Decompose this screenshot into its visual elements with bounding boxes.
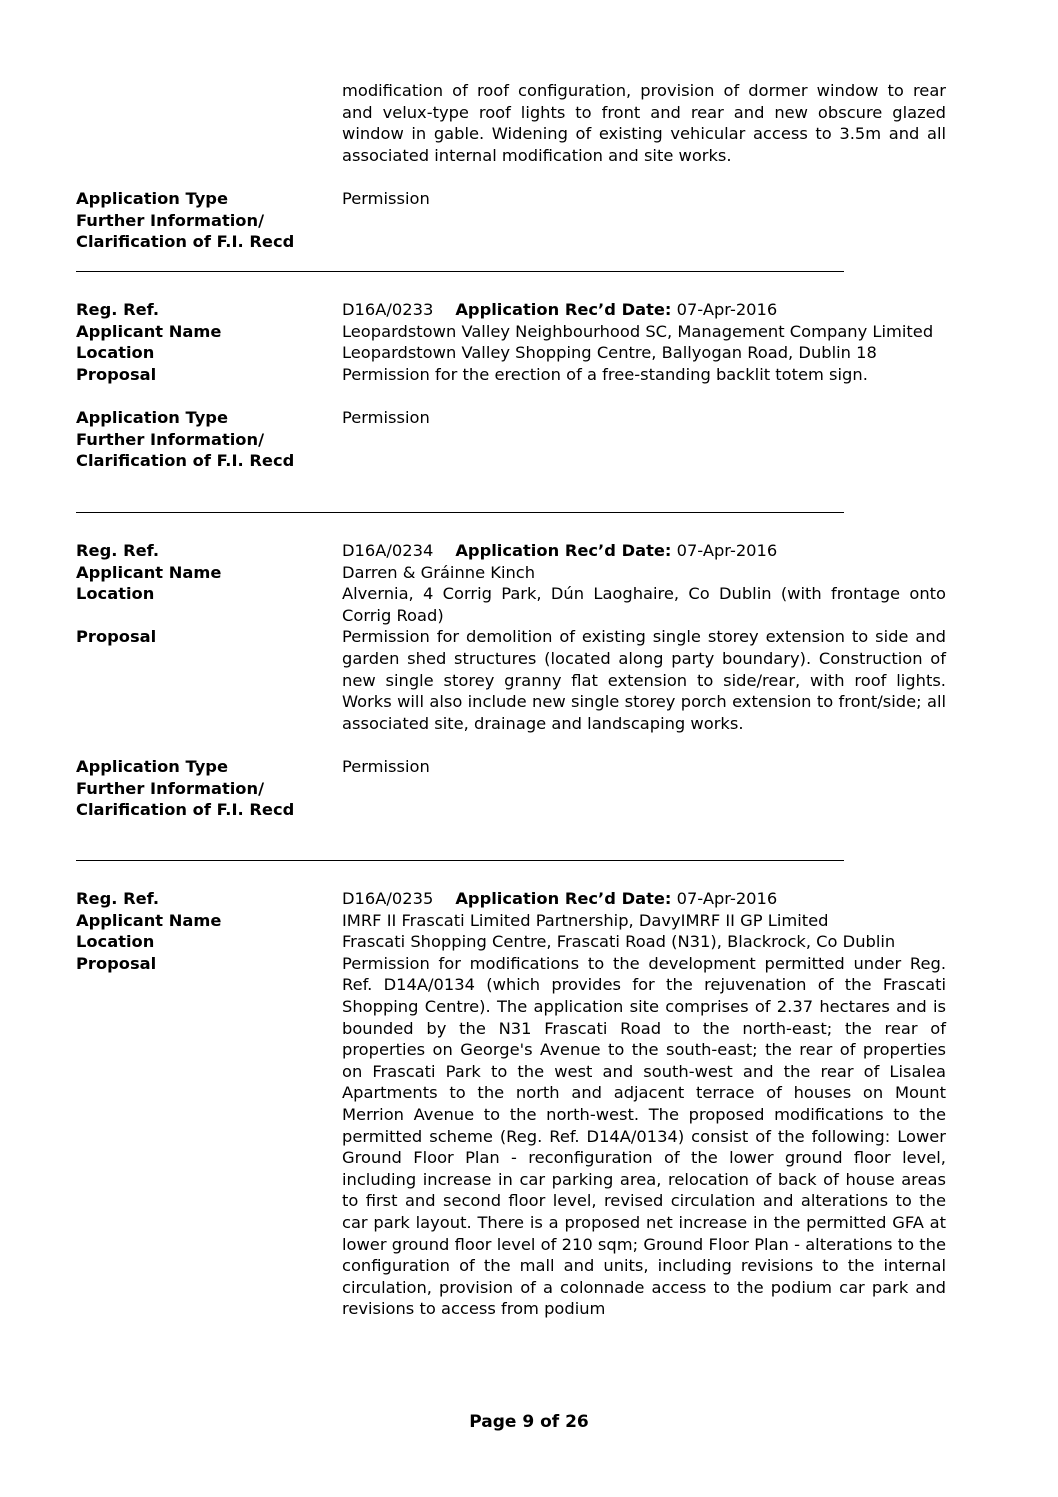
proposal-value: Permission for the erection of a free-standing backlit totem sign. bbox=[342, 364, 868, 384]
application-entry bbox=[76, 540, 946, 821]
separator-line bbox=[76, 512, 844, 513]
application-type-value: Permission bbox=[342, 189, 430, 208]
label-clarification: Clarification of F.I. Recd bbox=[76, 451, 295, 471]
label-location: Location bbox=[76, 584, 155, 604]
label-recd-date: Application Rec’d Date: bbox=[455, 541, 672, 560]
recd-date-value: 07-Apr-2016 bbox=[676, 889, 778, 908]
recd-date-value: 07-Apr-2016 bbox=[676, 541, 778, 560]
label-recd-date: Application Rec’d Date: bbox=[455, 889, 672, 908]
label-application-type: Application Type bbox=[76, 189, 228, 208]
location-value: Alvernia, 4 Corrig Park, Dún Laoghaire, Co Dublin (with frontage onto Corrig Road) bbox=[342, 584, 946, 625]
location-value: Frascati Shopping Centre, Frascati Road (N31), Blackrock, Co Dublin bbox=[342, 932, 896, 952]
label-clarification: Clarification of F.I. Recd bbox=[76, 800, 295, 820]
continued-proposal-text: modification of roof configuration, provision of dormer window to rear and velux-type roof lights to front and rear and new obscure glazed window in gable. Widening of existing vehicular access to 3.5m and all associated internal modification and site works. bbox=[342, 81, 946, 165]
label-further-information: Further Information/ bbox=[76, 210, 265, 230]
label-application-type: Application Type bbox=[76, 756, 228, 776]
recd-date-value: 07-Apr-2016 bbox=[676, 300, 778, 319]
label-proposal: Proposal bbox=[76, 627, 157, 647]
label-location: Location bbox=[76, 343, 155, 363]
label-proposal: Proposal bbox=[76, 364, 157, 384]
reg-ref-value: D16A/0234 bbox=[342, 541, 434, 560]
page-number: Page 9 of 26 bbox=[469, 1412, 589, 1432]
label-applicant-name: Applicant Name bbox=[76, 562, 222, 582]
proposal-value: Permission for demolition of existing single storey extension to side and garden shed structures (located along party boundary). Construction of new single storey granny flat extension to side/rear, with roof lights. Works will also include new single storey porch extension to front/side; all associated site, drainage and landscaping works. bbox=[342, 627, 946, 733]
reg-ref-value: D16A/0235 bbox=[342, 889, 434, 908]
label-reg-ref: Reg. Ref. bbox=[76, 300, 160, 319]
label-application-type: Application Type bbox=[76, 407, 228, 427]
label-applicant-name: Applicant Name bbox=[76, 321, 222, 341]
application-type-value: Permission bbox=[342, 407, 430, 427]
continued-application-type-block bbox=[76, 188, 946, 253]
proposal-value: Permission for modifications to the development permitted under Reg. Ref. D14A/0134 (which provides for the rejuvenation of the Frascati Shopping Centre). The application site comprises of 2.37 hectares and is bounded by the N31 Frascati Road to the north-east; the rear of properties on George's Avenue to the south-east; the rear of properties on Frascati Park to the west and south-west and the rear of Lisalea Apartments to the north and adjacent terrace of houses on Mount Merrion Avenue to the north-west. The proposed modifications to the permitted scheme (Reg. Ref. D14A/0134) consist of the following: Lower Ground Floor Plan - reconfiguration of the lower ground floor level, including increase in car parking area, relocation of back of house areas to first and second floor level, revised circulation and alterations to the car park layout. There is a proposed net increase in the permitted GFA at lower ground floor level of 210 sqm; Ground Floor Plan - alterations to the configuration of the mall and units, including revisions to the internal circulation, provision of a colonnade access to the podium car park and revisions to access from podium bbox=[342, 953, 946, 1319]
separator-line bbox=[76, 860, 844, 861]
applicant-name-value: Darren & Gráinne Kinch bbox=[342, 562, 536, 582]
application-entry bbox=[76, 888, 946, 1320]
label-further-information: Further Information/ bbox=[76, 429, 265, 449]
label-proposal: Proposal bbox=[76, 953, 157, 973]
application-type-value: Permission bbox=[342, 756, 430, 776]
reg-ref-value: D16A/0233 bbox=[342, 300, 434, 319]
label-recd-date: Application Rec’d Date: bbox=[455, 300, 672, 319]
applicant-name-value: Leopardstown Valley Neighbourhood SC, Management Company Limited bbox=[342, 321, 934, 341]
application-entry bbox=[76, 299, 946, 472]
location-value: Leopardstown Valley Shopping Centre, Ballyogan Road, Dublin 18 bbox=[342, 343, 877, 363]
label-clarification: Clarification of F.I. Recd bbox=[76, 232, 295, 252]
label-further-information: Further Information/ bbox=[76, 778, 265, 798]
label-applicant-name: Applicant Name bbox=[76, 910, 222, 930]
label-reg-ref: Reg. Ref. bbox=[76, 541, 160, 560]
label-location: Location bbox=[76, 932, 155, 952]
separator-line bbox=[76, 271, 844, 272]
label-reg-ref: Reg. Ref. bbox=[76, 889, 160, 908]
applicant-name-value: IMRF II Frascati Limited Partnership, DavyIMRF II GP Limited bbox=[342, 910, 829, 930]
